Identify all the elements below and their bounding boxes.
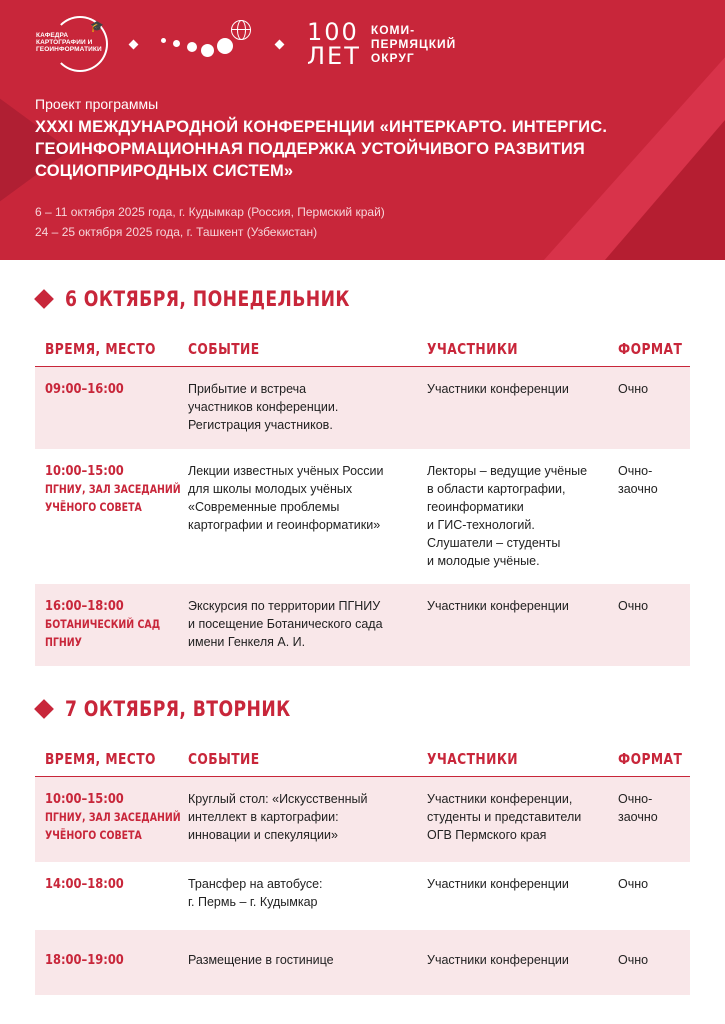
table-header xyxy=(35,330,690,367)
format-cell: Очно- заочно xyxy=(618,792,658,824)
table-header xyxy=(35,740,690,777)
time: 18:00–19:00 xyxy=(45,952,124,968)
time-place-cell xyxy=(45,875,185,893)
format-cell: Очно xyxy=(618,382,649,396)
diamond-bullet-icon xyxy=(34,699,54,719)
diamond-separator-icon xyxy=(275,39,285,49)
university-dots-logo xyxy=(161,14,256,74)
conference-date-tashkent: 24 – 25 октября 2025 года, г. Ташкент (Узбекистан) xyxy=(35,225,318,239)
col-header-event: СОБЫТИЕ xyxy=(188,340,260,358)
col-header-time: ВРЕМЯ, МЕСТО xyxy=(45,340,156,358)
table-row xyxy=(35,930,690,995)
conference-title: XXXI МЕЖДУНАРОДНОЙ КОНФЕРЕНЦИИ «ИНТЕРКАРТО. ИНТЕРГИС. ГЕОИНФОРМАЦИОННАЯ ПОДДЕРЖКА УСТОЙЧИВОГО РАЗВИТИЯ СОЦИОПРИРОДНЫХ СИСТЕМ» xyxy=(35,118,608,180)
anniversary-number: 100 xyxy=(307,18,359,46)
participants-cell: Участники конференции xyxy=(427,599,569,613)
time: 16:00–18:00 xyxy=(45,598,124,614)
col-header-format: ФОРМАТ xyxy=(618,750,683,768)
table-row xyxy=(35,449,690,584)
event-cell: Экскурсия по территории ПГНИУ и посещение Ботанического сада имени Генкеля А. И. xyxy=(188,599,383,649)
participants-cell: Участники конференции, студенты и представители ОГВ Пермского края xyxy=(427,792,582,842)
table-row xyxy=(35,862,690,930)
col-header-participants: УЧАСТНИКИ xyxy=(427,340,518,358)
diamond-bullet-icon xyxy=(34,289,54,309)
event-cell: Круглый стол: «Искусственный интеллект в картографии: инновации и спекуляции» xyxy=(188,792,368,842)
dot-icon xyxy=(161,38,166,43)
conference-date-kudymkar: 6 – 11 октября 2025 года, г. Кудымкар (Россия, Пермский край) xyxy=(35,205,385,219)
table-row xyxy=(35,777,690,862)
okrug-name: КОМИ- ПЕРМЯЦКИЙ ОКРУГ xyxy=(370,23,457,65)
dot-icon xyxy=(173,40,180,47)
globe-icon xyxy=(231,20,251,40)
day-title: 7 ОКТЯБРЯ, ВТОРНИК xyxy=(65,697,291,721)
day-heading xyxy=(35,287,412,311)
day-title: 6 ОКТЯБРЯ, ПОНЕДЕЛЬНИК xyxy=(65,287,350,311)
participants-cell: Участники конференции xyxy=(427,953,569,967)
schedule-table xyxy=(35,330,690,666)
table-row xyxy=(35,367,690,449)
col-header-time: ВРЕМЯ, МЕСТО xyxy=(45,750,156,768)
time: 09:00–16:00 xyxy=(45,381,124,397)
dot-icon xyxy=(187,42,197,52)
dot-icon xyxy=(217,38,233,54)
time-place-cell xyxy=(45,597,185,651)
graduation-cap-icon: 🎓 xyxy=(90,21,104,33)
anniversary-word: ЛЕТ xyxy=(307,42,361,70)
col-header-format: ФОРМАТ xyxy=(618,340,683,358)
time-place-cell xyxy=(45,951,185,969)
diamond-separator-icon xyxy=(129,39,139,49)
time-place-cell xyxy=(45,380,185,398)
format-cell: Очно- заочно xyxy=(618,464,658,496)
participants-cell: Участники конференции xyxy=(427,877,569,891)
place: ПГНИУ, ЗАЛ ЗАСЕДАНИЙ УЧЁНОГО СОВЕТА xyxy=(45,810,181,842)
time-place-cell xyxy=(45,462,185,516)
time: 10:00–15:00 xyxy=(45,463,124,479)
time-place-cell xyxy=(45,790,185,844)
day-heading xyxy=(35,697,340,721)
event-cell: Размещение в гостинице xyxy=(188,953,334,967)
logo-row xyxy=(30,14,456,74)
format-cell: Очно xyxy=(618,877,649,891)
kafedra-logo-text: КАФЕДРА КАРТОГРАФИИ И ГЕОИНФОРМАТИКИ xyxy=(36,32,102,53)
time: 14:00–18:00 xyxy=(45,876,124,892)
participants-cell: Участники конференции xyxy=(427,382,569,396)
header-banner xyxy=(0,0,725,260)
dot-icon xyxy=(201,44,214,57)
table-row xyxy=(35,584,690,666)
col-header-event: СОБЫТИЕ xyxy=(188,750,260,768)
format-cell: Очно xyxy=(618,953,649,967)
schedule-table xyxy=(35,740,690,995)
event-cell: Лекции известных учёных России для школы молодых учёных «Современные проблемы картографии и геоинформатики» xyxy=(188,464,384,532)
place: ПГНИУ, ЗАЛ ЗАСЕДАНИЙ УЧЁНОГО СОВЕТА xyxy=(45,482,181,514)
place: БОТАНИЧЕСКИЙ САД ПГНИУ xyxy=(45,617,161,649)
anniversary-logo xyxy=(307,20,456,68)
format-cell: Очно xyxy=(618,599,649,613)
pre-title: Проект программы xyxy=(35,96,159,112)
time: 10:00–15:00 xyxy=(45,791,124,807)
col-header-participants: УЧАСТНИКИ xyxy=(427,750,518,768)
event-cell: Прибытие и встреча участников конференции. Регистрация участников. xyxy=(188,382,339,432)
participants-cell: Лекторы – ведущие учёные в области картографии, геоинформатики и ГИС-технологий. Слушатели – студенты и молодые учёные. xyxy=(427,464,588,568)
kafedra-logo xyxy=(30,14,110,74)
event-cell: Трансфер на автобусе: г. Пермь – г. Кудымкар xyxy=(188,877,323,909)
